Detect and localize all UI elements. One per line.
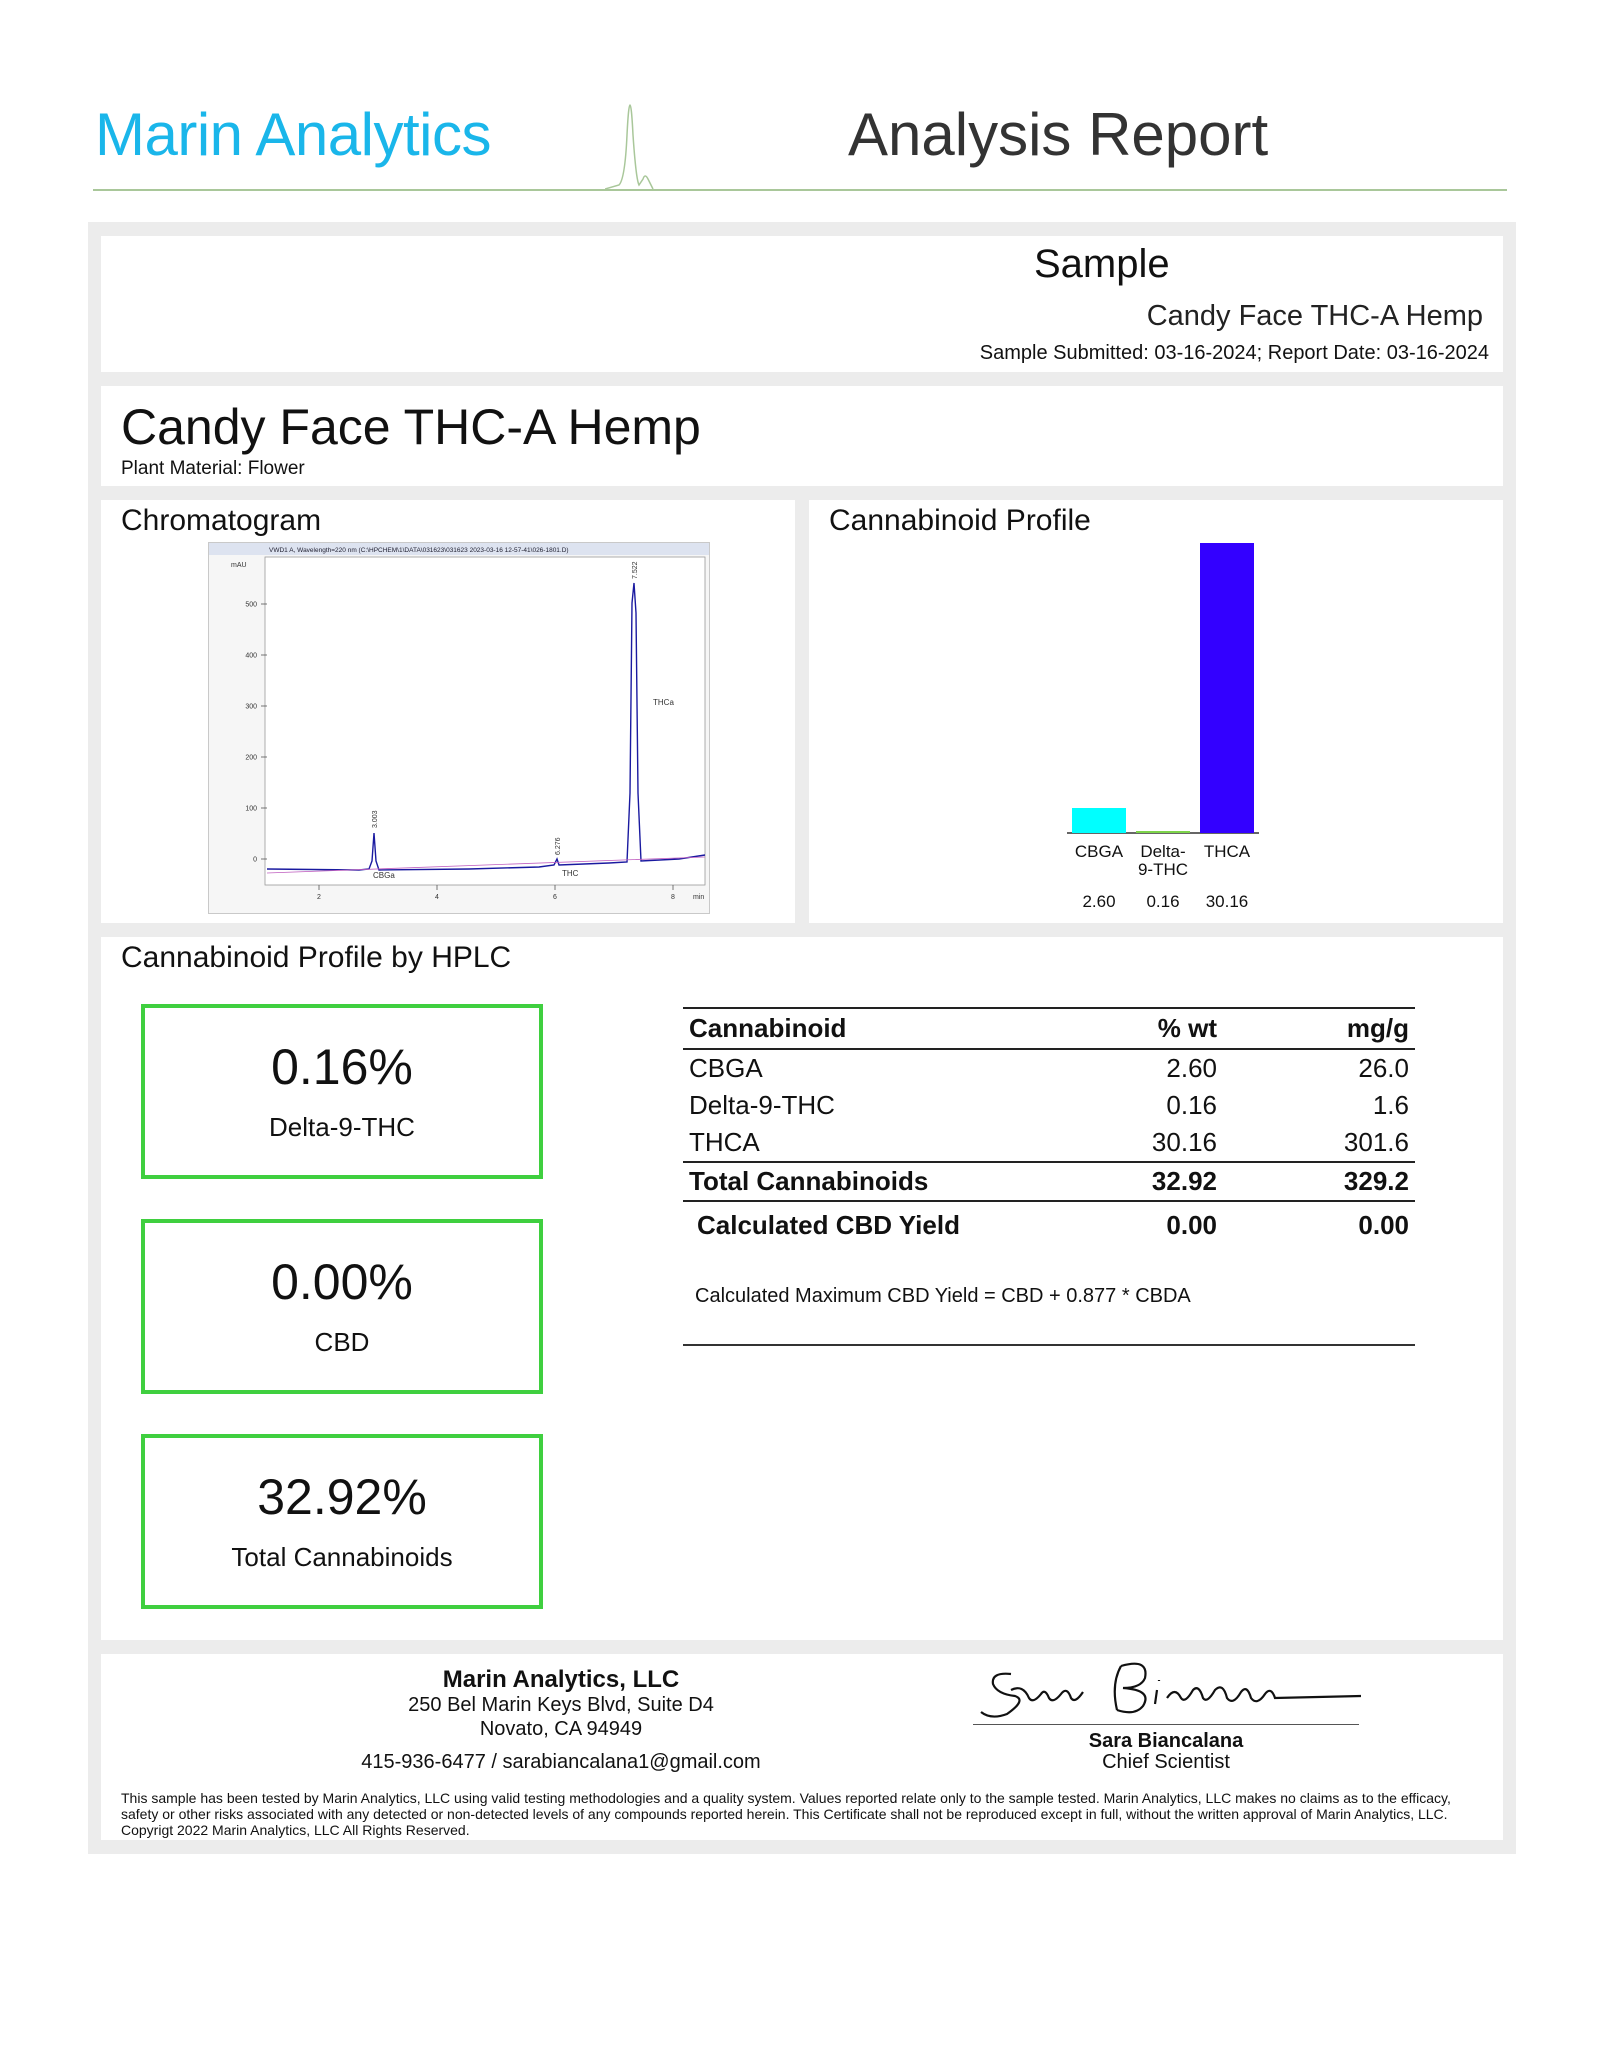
chromatogram-y-tick-label: 0 [253, 856, 257, 864]
sample-heading: Sample [1034, 242, 1170, 286]
chromatogram-image [208, 542, 710, 914]
plant-material: Plant Material: Flower [121, 458, 305, 479]
chromatogram-x-tick-label: 6 [553, 894, 557, 901]
sample-panel [101, 236, 1503, 372]
cell-mg: 1.6 [1372, 1090, 1409, 1120]
chromatogram-x-tick-label: 2 [317, 894, 321, 901]
cell-name: Calculated CBD Yield [697, 1210, 960, 1240]
chromatogram-label: Chromatogram [121, 504, 322, 537]
chromatogram-peak-retention: 3.003 [372, 810, 379, 828]
footer-panel [101, 1654, 1503, 1840]
cell-name: Delta-9-THC [689, 1090, 835, 1120]
profile-category-label: Delta- [1140, 842, 1186, 861]
chromatogram-y-tick-label: 300 [245, 703, 257, 711]
cell-percent: 0.16 [1166, 1090, 1217, 1120]
table-row [683, 1049, 1415, 1087]
stat-label: Delta-9-THC [269, 1112, 415, 1142]
chromatogram-peak-retention: 6.276 [555, 837, 562, 855]
product-title: Candy Face THC-A Hemp [121, 399, 701, 455]
sample-name: Candy Face THC-A Hemp [1146, 300, 1483, 332]
chromatogram-y-tick-label: 400 [245, 652, 257, 660]
hplc-title: Cannabinoid Profile by HPLC [121, 941, 512, 974]
profile-chart-title: Cannabinoid Profile [829, 504, 1091, 537]
signer-title: Chief Scientist [1102, 1751, 1230, 1773]
signer-name: Sara Biancalana [1088, 1730, 1244, 1752]
stat-label: CBD [314, 1327, 370, 1357]
stat-box-cbd [141, 1219, 543, 1394]
yield-formula: Calculated Maximum CBD Yield = CBD + 0.877 * CBDA [695, 1285, 1191, 1307]
company-address-line2: Novato, CA 94949 [479, 1718, 643, 1740]
stat-value: 0.16% [271, 1039, 413, 1095]
chromatogram-peak-name: CBGa [373, 871, 395, 880]
company-address-line1: 250 Bel Marin Keys Blvd, Suite D4 [408, 1694, 714, 1716]
stat-box-delta9-thc [141, 1004, 543, 1179]
cell-percent: 2.60 [1166, 1053, 1217, 1083]
cell-mg: 0.00 [1358, 1210, 1409, 1240]
chromatogram-plot [209, 543, 709, 913]
signature-line [973, 1724, 1359, 1725]
cell-percent: 32.92 [1061, 1162, 1223, 1201]
chromatogram-x-unit: min [693, 894, 705, 901]
stat-box-total-cannabinoids [141, 1434, 543, 1609]
chromatogram-peak-logo [605, 75, 665, 195]
chromatogram-x-tick-label: 4 [435, 894, 439, 901]
hplc-panel [101, 937, 1503, 1640]
profile-value-label: 30.16 [1205, 892, 1249, 911]
company-name: Marin Analytics, LLC [442, 1666, 680, 1693]
chromatogram-y-unit: mAU [231, 562, 247, 569]
company-contact: 415-936-6477 / sarabiancalana1@gmail.com [361, 1751, 761, 1773]
profile-category-label: CBGA [1074, 842, 1124, 861]
cell-percent: 0.00 [1166, 1210, 1217, 1240]
total-row [683, 1162, 1415, 1201]
chromatogram-x-tick-label: 8 [671, 894, 675, 901]
profile-panel [809, 500, 1503, 923]
cell-name: Total Cannabinoids [683, 1162, 1061, 1201]
chromatogram-y-tick-label: 200 [245, 754, 257, 762]
cell-mg: 329.2 [1223, 1162, 1415, 1201]
profile-category-label: 9-THC [1137, 860, 1189, 879]
brand-name: Marin Analytics [95, 101, 491, 168]
cell-mg: 26.0 [1358, 1053, 1409, 1083]
cell-name: THCA [689, 1127, 760, 1157]
chromatogram-peak-retention: 7.522 [632, 561, 639, 579]
signature-image [971, 1654, 1371, 1726]
report-title: Analysis Report [848, 101, 1269, 168]
profile-category-label: THCA [1203, 842, 1251, 861]
table-bottom-rule [683, 1344, 1415, 1346]
col-header-cannabinoid: Cannabinoid [683, 1008, 1061, 1049]
product-panel [101, 386, 1503, 486]
profile-value-label: 0.16 [1146, 892, 1180, 911]
yield-row [683, 1201, 1415, 1244]
profile-bar-thca [1200, 543, 1254, 833]
table-row [683, 1087, 1415, 1124]
table-row [683, 1124, 1415, 1162]
chromatogram-y-tick-label: 100 [245, 805, 257, 813]
col-header-mg-g: mg/g [1223, 1008, 1415, 1049]
cell-mg: 301.6 [1343, 1127, 1409, 1157]
stat-label: Total Cannabinoids [231, 1542, 453, 1572]
table-header-row [683, 1008, 1415, 1049]
results-table [683, 1007, 1415, 1244]
profile-value-label: 2.60 [1082, 892, 1116, 911]
cell-name: CBGA [689, 1053, 763, 1083]
profile-bar-delta-9-thc [1136, 831, 1190, 833]
stat-value: 32.92% [257, 1469, 427, 1525]
chromatogram-panel [101, 500, 795, 923]
cell-percent: 30.16 [1151, 1127, 1217, 1157]
chromatogram-header-text: VWD1 A, Wavelength=220 nm (C:\HPCHEM\1\DATA\031623\031623 2023-03-16 12-57-41\026-1801.D) [269, 547, 569, 554]
header-rule [93, 189, 1507, 191]
chromatogram-y-tick-label: 500 [245, 601, 257, 609]
sample-dates: Sample Submitted: 03-16-2024; Report Date: 03-16-2024 [979, 342, 1489, 364]
stat-value: 0.00% [271, 1254, 413, 1310]
profile-bar-cbga [1072, 808, 1126, 833]
disclaimer-text: This sample has been tested by Marin Analytics, LLC using valid testing methodologies and a quality system. Values reported relate only to the sample tested. Marin Analytics, LLC makes no claims as to the efficacy, safety or other risks associated with any detected or non-detected levels of any compounds reported herein. This Certificate shall not be reproduced except in full, without the written approval of Marin Analytics, LLC. Copyrigt 2022 Marin Analytics, LLC All Rights Reserved. [121, 1790, 1451, 1838]
chromatogram-peak-name: THCa [653, 698, 674, 707]
profile-bar-chart [809, 500, 1503, 923]
col-header-percent-wt: % wt [1061, 1008, 1223, 1049]
chromatogram-peak-name: THC [562, 869, 579, 878]
